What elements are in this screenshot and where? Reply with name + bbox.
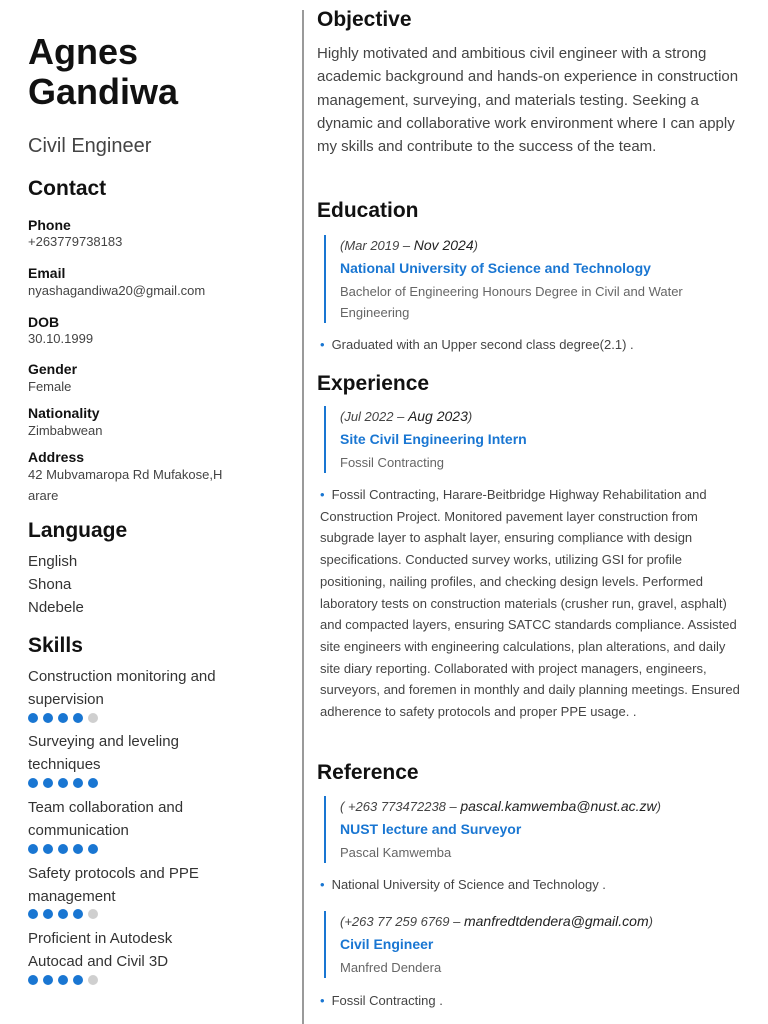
dob-label: DOB (28, 314, 60, 330)
rating-dot-filled (73, 909, 83, 919)
contact-heading: Contact (28, 177, 107, 200)
rating-dot-filled (58, 844, 68, 854)
skill-name: Construction monitoring and supervision (28, 668, 216, 708)
experience-entry (324, 406, 740, 473)
rating-dot-filled (43, 844, 53, 854)
skill-rating (28, 778, 98, 788)
phone-value[interactable]: +263779738183 (28, 234, 123, 249)
reference-entry (324, 911, 740, 978)
language-item: English (28, 553, 78, 570)
nationality-value: Zimbabwean (28, 423, 103, 438)
reference-contact: ( +263 773472238 – pascal.kamwemba@nust.ac.zw) (340, 798, 661, 814)
experience-bullet: • Fossil Contracting, Harare-Beitbridge Highway Rehabilitation and Construction Project. Monitored pavement layer construction from subgrade layer to asphalt layer, ensuring compliance with design specifications. Conducted survey works, utilizing GSI for profile positioning, nailing profiles, and checking design levels. Performed laboratory tests on construction materials (crusher run, gravel, asphalt) and compacted layers, ensuring SATCC standards compliance. Assisted site engineers with engineering calculations, plan alterations, and daily site diary reporting. Collaborated with project managers, engineers, surveyors, and foremen in monthly and daily planning meetings. Ensured adherence to safety protocols and proper PPE usage. . (320, 487, 740, 720)
reference-heading: Reference (317, 761, 419, 784)
reference-title: Civil Engineer (340, 936, 434, 952)
email-label: Email (28, 265, 66, 281)
address-label: Address (28, 449, 85, 465)
rating-dot-filled (28, 778, 38, 788)
rating-dot-filled (43, 975, 53, 985)
column-divider (302, 10, 304, 1024)
rating-dot-filled (58, 778, 68, 788)
reference-bullet: • Fossil Contracting . (320, 993, 443, 1008)
education-dates: (Mar 2019 – Nov 2024) (340, 237, 478, 253)
rating-dot-filled (58, 975, 68, 985)
experience-dates: (Jul 2022 – Aug 2023) (340, 408, 473, 424)
rating-dot-filled (88, 844, 98, 854)
skill-name: Team collaboration and communication (28, 799, 184, 839)
reference-bullet: • National University of Science and Technology . (320, 877, 606, 892)
rating-dot-filled (88, 778, 98, 788)
rating-dot-empty (88, 909, 98, 919)
experience-role: Site Civil Engineering Intern (340, 431, 527, 447)
rating-dot-filled (58, 909, 68, 919)
skill-rating (28, 909, 98, 919)
reference-contact: (+263 77 259 6769 – manfredtdendera@gmail.com) (340, 913, 653, 929)
education-bullet: • Graduated with an Upper second class degree(2.1) . (320, 337, 634, 352)
experience-heading: Experience (317, 372, 430, 395)
gender-label: Gender (28, 361, 78, 377)
experience-company: Fossil Contracting (340, 455, 445, 470)
rating-dot-filled (73, 844, 83, 854)
email-value[interactable]: nyashagandiwa20@gmail.com (28, 283, 206, 298)
reference-name: Manfred Dendera (340, 960, 442, 975)
rating-dot-filled (58, 713, 68, 723)
rating-dot-filled (43, 778, 53, 788)
rating-dot-filled (28, 909, 38, 919)
candidate-name (28, 32, 178, 112)
objective-heading: Objective (317, 8, 412, 31)
rating-dot-filled (28, 713, 38, 723)
address-value: 42 Mubvamaropa Rd Mufakose,Harare (28, 467, 223, 503)
skill-rating (28, 975, 98, 985)
objective-text: Highly motivated and ambitious civil engineer with a strong academic background and hands-on experience in construction management, surveying, and materials testing. Seeking a dynamic and collaborative work environment where I can apply my skills and contribute to the success of the team. (317, 45, 739, 156)
skill-name: Proficient in Autodesk Autocad and Civil 3D (28, 930, 173, 970)
gender-value: Female (28, 379, 72, 394)
rating-dot-empty (88, 713, 98, 723)
phone-label: Phone (28, 217, 71, 233)
skill-name: Safety protocols and PPE management (28, 865, 199, 905)
education-degree: Bachelor of Engineering Honours Degree in Civil and Water Engineering (340, 284, 683, 320)
reference-entry (324, 796, 740, 863)
education-institution: National University of Science and Technology (340, 260, 651, 276)
nationality-label: Nationality (28, 405, 100, 421)
dob-value: 30.10.1999 (28, 331, 94, 346)
rating-dot-filled (43, 909, 53, 919)
rating-dot-filled (73, 713, 83, 723)
job-title: Civil Engineer (28, 135, 152, 157)
reference-name: Pascal Kamwemba (340, 845, 452, 860)
reference-title: NUST lecture and Surveyor (340, 821, 522, 837)
skill-rating (28, 844, 98, 854)
skill-rating (28, 713, 98, 723)
last-name: Gandiwa (28, 71, 179, 112)
language-item: Ndebele (28, 599, 84, 616)
skill-name: Surveying and leveling techniques (28, 733, 179, 773)
rating-dot-filled (28, 975, 38, 985)
skills-heading: Skills (28, 634, 83, 657)
education-entry (324, 235, 740, 323)
first-name: Agnes (28, 31, 139, 72)
rating-dot-filled (73, 778, 83, 788)
rating-dot-empty (88, 975, 98, 985)
rating-dot-filled (43, 713, 53, 723)
language-item: Shona (28, 576, 72, 593)
language-heading: Language (28, 519, 128, 542)
education-heading: Education (317, 199, 419, 222)
rating-dot-filled (28, 844, 38, 854)
rating-dot-filled (73, 975, 83, 985)
